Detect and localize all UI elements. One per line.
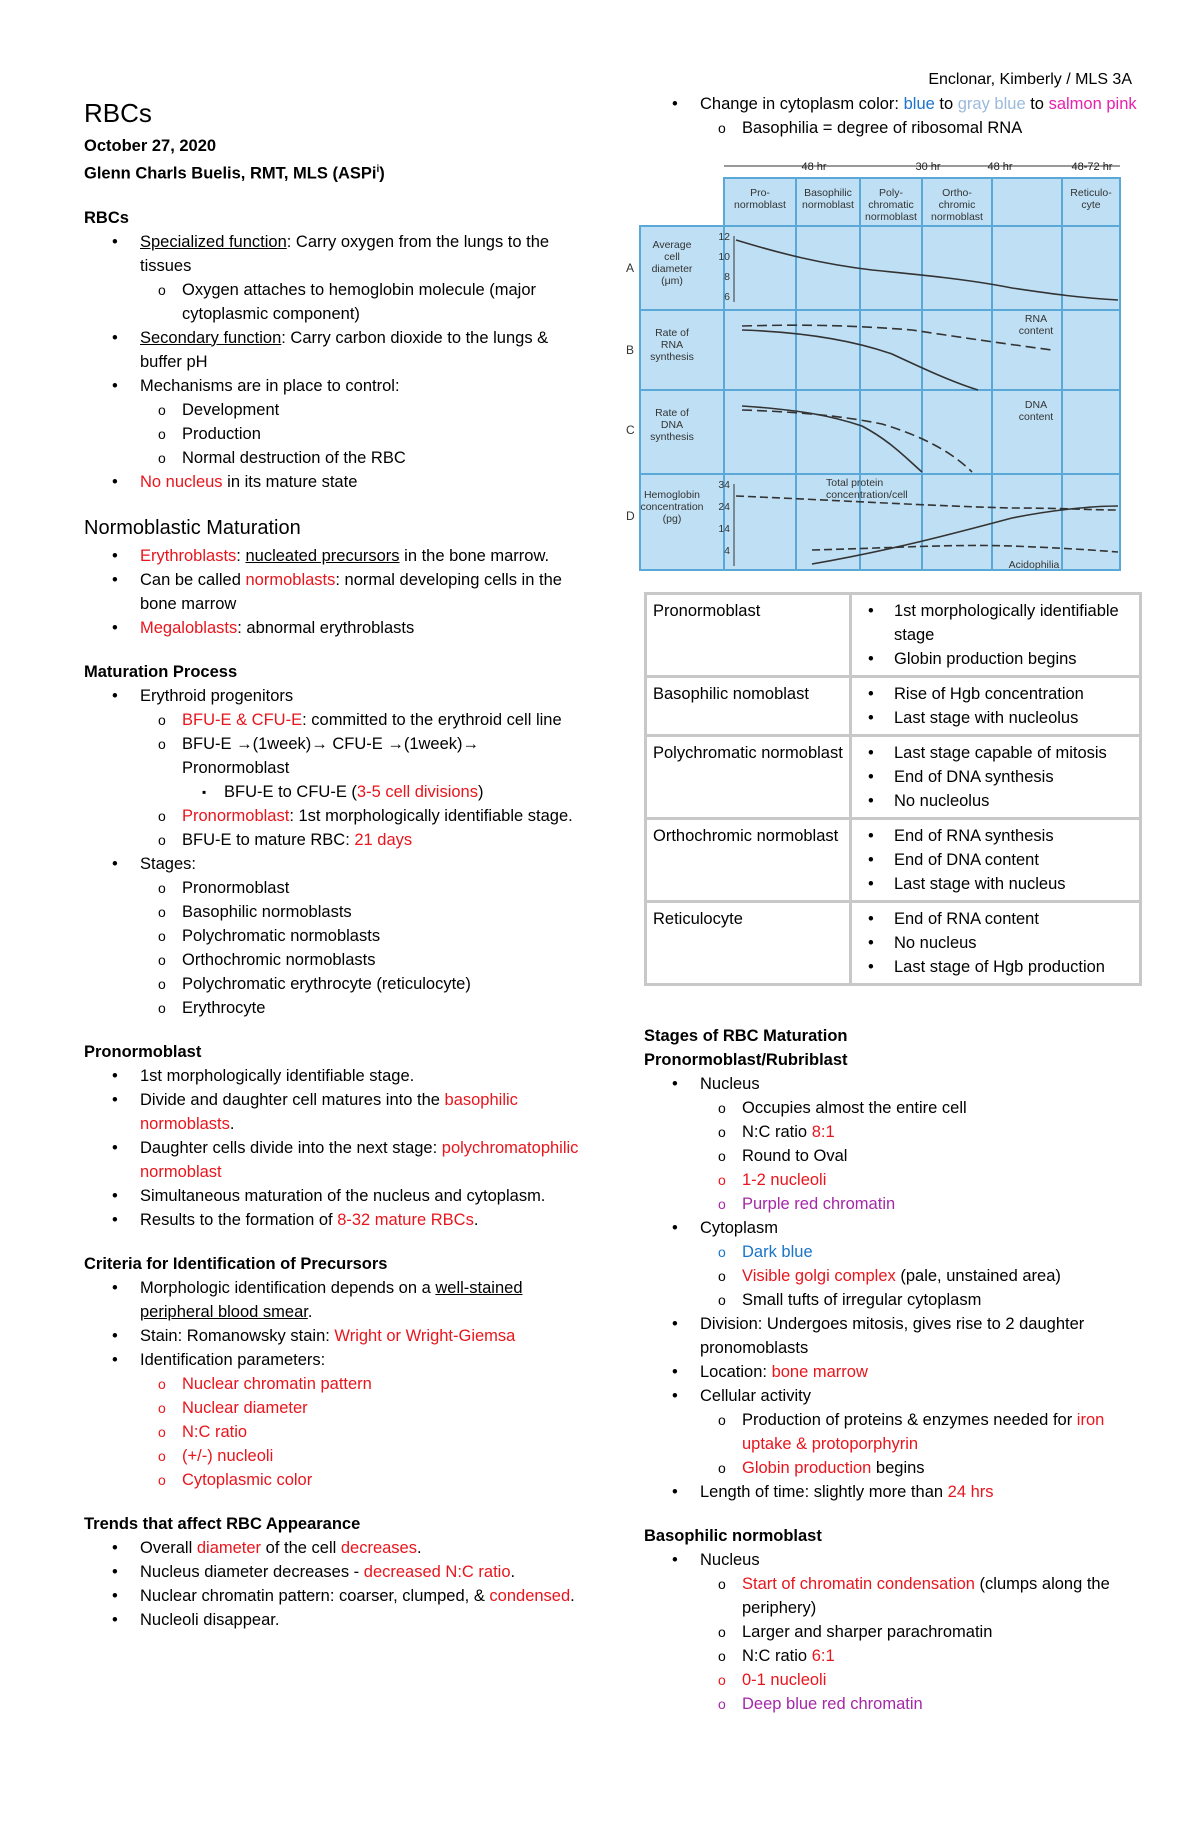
list-item: o Round to Oval [700,1144,1144,1168]
list-item: • End of RNA content [858,907,1133,931]
list-item: o Production [140,422,584,446]
chart-svg [626,154,1132,574]
stage-name-cell: Basophilic nomoblast [646,677,851,736]
list-item: o 1-2 nucleoli [700,1168,1144,1192]
normoblastic-heading: Normoblastic Maturation [84,516,301,539]
list-item: • Last stage with nucleus [858,872,1133,896]
list-item: • Nuclear chromatin pattern: coarser, clumped, & condensed. [84,1584,584,1608]
list-item: o Basophilic normoblasts [140,900,584,924]
stage-points-cell [851,819,1141,902]
annotation: Acidophilia [1008,559,1060,571]
right-column [626,92,1144,1716]
list-item: ▪ BFU-E to CFU-E (3-5 cell divisions) [182,780,584,804]
list-item: o Orthochromic normoblasts [140,948,584,972]
left-column [84,96,584,1632]
maturation-list [84,684,584,1020]
normoblastic-list [84,544,584,640]
list-item: • Nucleus o Occupies almost the entire cell o N:C ratio 8:1 o Round to Oval o 1-2 nucleoli o Purple red chromatin [644,1072,1144,1216]
list-item: o Deep blue red chromatin [700,1692,1144,1716]
maturation-chart [626,154,1132,574]
list-item: • Specialized function: Carry oxygen from the lungs to the tissues o Oxygen attaches to hemoglobin molecule (major cytoplasmic component) [84,230,584,326]
list-item: • Nucleoli disappear. [84,1608,584,1632]
panel-letter: A [626,261,635,275]
stage-points-cell [851,677,1141,736]
list-item: • Stain: Romanowsky stain: Wright or Wright-Giemsa [84,1324,584,1348]
list-item: • Length of time: slightly more than 24 hrs [644,1480,1144,1504]
list-item: o BFU-E to mature RBC: 21 days [140,828,584,852]
stage-header: Ortho-chromic normoblast [931,187,983,223]
list-item: • Divide and daughter cell matures into the basophilic normoblasts. [84,1088,584,1136]
list-item: • Morphologic identification depends on a well-stained peripheral blood smear. [84,1276,584,1324]
basophilic-subheading: Basophilic normoblast [644,1527,822,1545]
list-item: • 1st morphologically identifiable stage. [84,1064,584,1088]
page-title: RBCs [84,98,152,128]
list-item: o Occupies almost the entire cell [700,1096,1144,1120]
list-item: • End of DNA content [858,848,1133,872]
list-item: • Change in cytoplasm color: blue to gray blue to salmon pink o Basophilia = degree of ribosomal RNA [644,92,1144,140]
list-item: • Location: bone marrow [644,1360,1144,1384]
list-item: o Oxygen attaches to hemoglobin molecule (major cytoplasmic component) [140,278,584,326]
list-item: • Identification parameters: o Nuclear chromatin pattern o Nuclear diameter o N:C ratio o (+/-) nucleoli o Cytoplasmic color [84,1348,584,1492]
timeline-label: 48-72 hr [1071,161,1113,173]
list-item: • No nucleus in its mature state [84,470,584,494]
list-item: o Small tufts of irregular cytoplasm [700,1288,1144,1312]
list-item: o Normal destruction of the RBC [140,446,584,470]
list-item: • Erythroblasts: nucleated precursors in the bone marrow. [84,544,584,568]
stage-points-cell [851,902,1141,985]
list-item: • End of RNA synthesis [858,824,1133,848]
table-row [646,677,1141,736]
criteria-list [84,1276,584,1492]
timeline-label: 48 hr [987,161,1013,173]
stages-heading: Stages of RBC Maturation [644,1027,848,1045]
list-item: • Overall diameter of the cell decreases. [84,1536,584,1560]
stage-points-cell [851,736,1141,819]
tick-label: 34 [718,479,730,491]
panel-label: Average cell diameter (μm) [651,239,693,287]
tick-label: 10 [718,251,730,263]
list-item: • Cellular activity o Production of proteins & enzymes needed for iron uptake & protoporphyrin o Globin production begins [644,1384,1144,1480]
list-item: • Globin production begins [858,647,1133,671]
list-item: o Larger and sharper parachromatin [700,1620,1144,1644]
stage-name-cell: Polychromatic normoblast [646,736,851,819]
list-item: • Last stage capable of mitosis [858,741,1133,765]
list-item: • Simultaneous maturation of the nucleus and cytoplasm. [84,1184,584,1208]
maturation-heading: Maturation Process [84,662,238,681]
tick-label: 12 [718,231,730,243]
list-item: • Nucleus diameter decreases - decreased N:C ratio. [84,1560,584,1584]
cytoplasm-color-list [644,92,1144,140]
tick-label: 14 [718,523,730,535]
table-row [646,902,1141,985]
list-item: • Secondary function: Carry carbon dioxide to the lungs & buffer pH [84,326,584,374]
list-item: • Stages: o Pronormoblast o Basophilic normoblasts o Polychromatic normoblasts o Orthochromic normoblasts o Polychromatic erythrocyte (reticulocyte) o Erythrocyte [84,852,584,1020]
basophilic-detail-list [644,1548,1144,1716]
stages-table [644,592,1142,986]
panel-label: Hemoglobin concentration (pg) [640,489,704,525]
panel-label: Rate of RNA synthesis [650,327,694,363]
list-item: • Results to the formation of 8-32 mature RBCs. [84,1208,584,1232]
list-item: o Development [140,398,584,422]
stage-header: Reticulo-cyte [1070,187,1112,211]
list-item: o Start of chromatin condensation (clumps along the periphery) [700,1572,1144,1620]
list-item: o Pronormoblast [140,876,584,900]
author-header: Enclonar, Kimberly / MLS 3A [928,71,1132,88]
panel-letter: C [626,423,635,437]
stage-name-cell: Orthochromic normoblast [646,819,851,902]
list-item: o N:C ratio [140,1420,584,1444]
date: October 27, 2020 [84,137,217,155]
list-item: o BFU-E & CFU-E: committed to the erythroid cell line [140,708,584,732]
stage-points-cell [851,594,1141,677]
list-item: o Production of proteins & enzymes needed for iron uptake & protoporphyrin [700,1408,1144,1456]
list-item: • Megaloblasts: abnormal erythroblasts [84,616,584,640]
lecturer: Glenn Charls Buelis, RMT, MLS (ASPi$^i$) [84,164,385,183]
list-item: o 0-1 nucleoli [700,1668,1144,1692]
list-item: • Last stage of Hgb production [858,955,1133,979]
list-item: o Polychromatic normoblasts [140,924,584,948]
list-item: o Nuclear diameter [140,1396,584,1420]
list-item: o Pronormoblast: 1st morphologically identifiable stage. [140,804,584,828]
panel-letter: D [626,509,635,523]
table-row [646,736,1141,819]
list-item: o Erythrocyte [140,996,584,1020]
stage-header: Basophilic normoblast [802,187,854,211]
panel-label: Rate of DNA synthesis [650,407,694,443]
stage-header: Pro-normoblast [734,187,786,211]
list-item: • Last stage with nucleolus [858,706,1133,730]
pronormoblast-subheading: Pronormoblast/Rubriblast [644,1051,848,1069]
list-item: • 1st morphologically identifiable stage [858,599,1133,647]
annotation: RNA content [1018,313,1054,337]
pronormoblast-heading: Pronormoblast [84,1042,202,1061]
table-row [646,594,1141,677]
rbcs-list [84,230,584,494]
trends-list [84,1536,584,1632]
list-item: • Daughter cells divide into the next stage: polychromatophilic normoblast [84,1136,584,1184]
list-item: • Erythroid progenitors o BFU-E & CFU-E: committed to the erythroid cell line o BFU-E →(1week)→ CFU-E →(1week)→ Pronormoblast ▪ BFU-E to CFU-E (3-5 cell divisions) o Pronormoblast: 1st morphologically identifiable stage. o BFU-E to mature RBC: 21 days [84,684,584,852]
list-item: • No nucleus [858,931,1133,955]
list-item: o BFU-E →(1week)→ CFU-E →(1week)→ Pronormoblast ▪ BFU-E to CFU-E (3-5 cell divisions) [140,732,584,804]
list-item: • Can be called normoblasts: normal developing cells in the bone marrow [84,568,584,616]
list-item: • Rise of Hgb concentration [858,682,1133,706]
list-item: • End of DNA synthesis [858,765,1133,789]
list-item: o N:C ratio 8:1 [700,1120,1144,1144]
tick-label: 24 [718,501,730,513]
tick-label: 4 [724,545,730,557]
stage-name-cell: Reticulocyte [646,902,851,985]
pronormoblast-detail-list [644,1072,1144,1504]
list-item: o Basophilia = degree of ribosomal RNA [700,116,1144,140]
list-item: • Division: Undergoes mitosis, gives rise to 2 daughter pronomoblasts [644,1312,1144,1360]
tick-label: 6 [724,291,730,303]
timeline-label: 48 hr [801,161,827,173]
tick-label: 8 [724,271,730,283]
list-item: o Visible golgi complex (pale, unstained area) [700,1264,1144,1288]
pronormoblast-list [84,1064,584,1232]
list-item: • Mechanisms are in place to control: o Development o Production o Normal destruction of the RBC [84,374,584,470]
stage-header: Poly-chromatic normoblast [865,187,917,223]
list-item: o Globin production begins [700,1456,1144,1480]
list-item: o Cytoplasmic color [140,1468,584,1492]
annotation: DNA content [1018,399,1054,423]
list-item: o Nuclear chromatin pattern [140,1372,584,1396]
timeline-label: 30 hr [915,161,941,173]
criteria-heading: Criteria for Identification of Precursors [84,1254,388,1273]
list-item: o (+/-) nucleoli [140,1444,584,1468]
list-item: • No nucleolus [858,789,1133,813]
stage-name-cell: Pronormoblast [646,594,851,677]
list-item: • Cytoplasm o Dark blue o Visible golgi complex (pale, unstained area) o Small tufts of irregular cytoplasm [644,1216,1144,1312]
rbcs-heading: RBCs [84,208,129,227]
panel-letter: B [626,343,635,357]
trends-heading: Trends that affect RBC Appearance [84,1514,361,1533]
list-item: o Dark blue [700,1240,1144,1264]
list-item: o Polychromatic erythrocyte (reticulocyte) [140,972,584,996]
list-item: o N:C ratio 6:1 [700,1644,1144,1668]
table-row [646,819,1141,902]
list-item: o Purple red chromatin [700,1192,1144,1216]
annotation: Total protein concentration/cell [826,477,908,501]
list-item: • Nucleus o Start of chromatin condensation (clumps along the periphery) o Larger and sharper parachromatin o N:C ratio 6:1 o 0-1 nucleoli o Deep blue red chromatin [644,1548,1144,1716]
